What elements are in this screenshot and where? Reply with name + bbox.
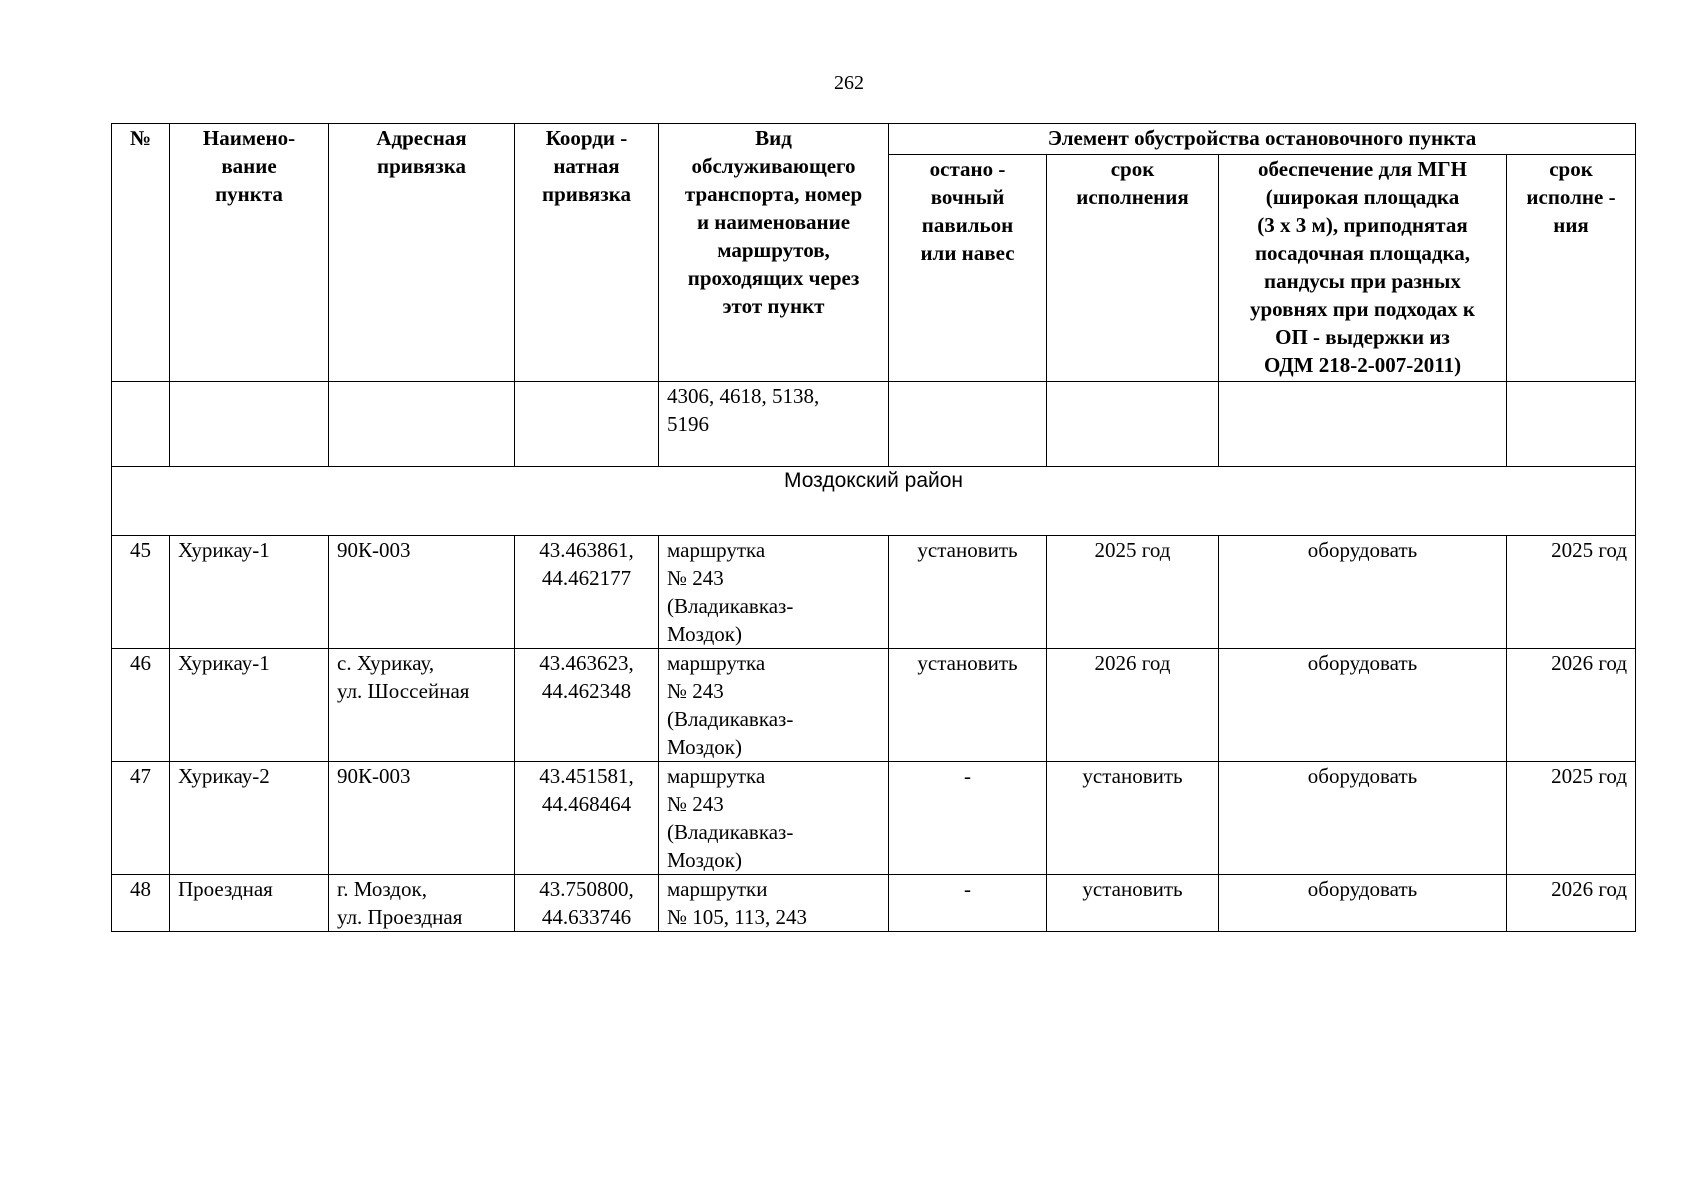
header-deadline-2: срок исполне - ния xyxy=(1507,155,1636,382)
header-deadline-1: срок исполнения xyxy=(1047,155,1219,382)
cell-pavilion: - xyxy=(889,762,1047,875)
cell-deadline-1 xyxy=(1047,382,1219,467)
cell-deadline-1: установить xyxy=(1047,762,1219,875)
cell-deadline-2: 2026 год xyxy=(1507,649,1636,762)
cell-deadline-1: установить xyxy=(1047,875,1219,932)
cell-coords xyxy=(515,382,659,467)
header-transport: Вид обслуживающего транспорта, номер и наименование маршрутов, проходящих через этот пункт xyxy=(659,124,889,382)
header-coords: Коорди - натная привязка xyxy=(515,124,659,382)
cell-mgn: оборудовать xyxy=(1219,762,1507,875)
cell-num: 47 xyxy=(112,762,170,875)
cell-pavilion xyxy=(889,382,1047,467)
cell-deadline-1: 2026 год xyxy=(1047,649,1219,762)
cell-mgn: оборудовать xyxy=(1219,649,1507,762)
cell-coords: 43.463861, 44.462177 xyxy=(515,536,659,649)
cell-deadline-1: 2025 год xyxy=(1047,536,1219,649)
cell-mgn: оборудовать xyxy=(1219,875,1507,932)
header-pavilion: остано - вочный павильон или навес xyxy=(889,155,1047,382)
cell-num: 45 xyxy=(112,536,170,649)
cell-name: Проездная xyxy=(170,875,329,932)
cell-name: Хурикау-2 xyxy=(170,762,329,875)
cell-num: 46 xyxy=(112,649,170,762)
cell-transport: маршрутка № 243 (Владикавказ- Моздок) xyxy=(659,762,889,875)
page-number: 262 xyxy=(834,72,864,94)
cell-name xyxy=(170,382,329,467)
cell-deadline-2: 2025 год xyxy=(1507,536,1636,649)
section-title: Моздокский район xyxy=(112,467,1636,536)
cell-address: г. Моздок, ул. Проездная xyxy=(329,875,515,932)
bus-stop-table xyxy=(111,123,1636,932)
cell-num xyxy=(112,382,170,467)
cell-transport: маршрутки № 105, 113, 243 xyxy=(659,875,889,932)
continuation-row xyxy=(112,382,1636,467)
header-row-top xyxy=(112,124,1636,155)
header-group-title: Элемент обустройства остановочного пункта xyxy=(889,124,1636,155)
table-row xyxy=(112,762,1636,875)
cell-pavilion: установить xyxy=(889,649,1047,762)
header-name: Наимено- вание пункта xyxy=(170,124,329,382)
cell-pavilion: - xyxy=(889,875,1047,932)
cell-pavilion: установить xyxy=(889,536,1047,649)
cell-name: Хурикау-1 xyxy=(170,649,329,762)
header-address: Адресная привязка xyxy=(329,124,515,382)
header-num: № xyxy=(112,124,170,382)
cell-deadline-2: 2026 год xyxy=(1507,875,1636,932)
cell-transport: 4306, 4618, 5138, 5196 xyxy=(659,382,889,467)
cell-mgn xyxy=(1219,382,1507,467)
section-row xyxy=(112,467,1636,536)
cell-mgn: оборудовать xyxy=(1219,536,1507,649)
table-row xyxy=(112,875,1636,932)
cell-deadline-2: 2025 год xyxy=(1507,762,1636,875)
cell-coords: 43.463623, 44.462348 xyxy=(515,649,659,762)
table-row xyxy=(112,536,1636,649)
header-mgn: обеспечение для МГН (широкая площадка (3 х 3 м), приподнятая посадочная площадка, пандусы при разных уровнях при подходах к ОП - выдержки из ОДМ 218-2-007-2011) xyxy=(1219,155,1507,382)
cell-address xyxy=(329,382,515,467)
cell-transport: маршрутка № 243 (Владикавказ- Моздок) xyxy=(659,649,889,762)
cell-name: Хурикау-1 xyxy=(170,536,329,649)
cell-transport: маршрутка № 243 (Владикавказ- Моздок) xyxy=(659,536,889,649)
table-row xyxy=(112,649,1636,762)
cell-address: 90К-003 xyxy=(329,762,515,875)
cell-coords: 43.750800, 44.633746 xyxy=(515,875,659,932)
cell-coords: 43.451581, 44.468464 xyxy=(515,762,659,875)
cell-address: 90К-003 xyxy=(329,536,515,649)
cell-address: с. Хурикау, ул. Шоссейная xyxy=(329,649,515,762)
cell-deadline-2 xyxy=(1507,382,1636,467)
cell-num: 48 xyxy=(112,875,170,932)
